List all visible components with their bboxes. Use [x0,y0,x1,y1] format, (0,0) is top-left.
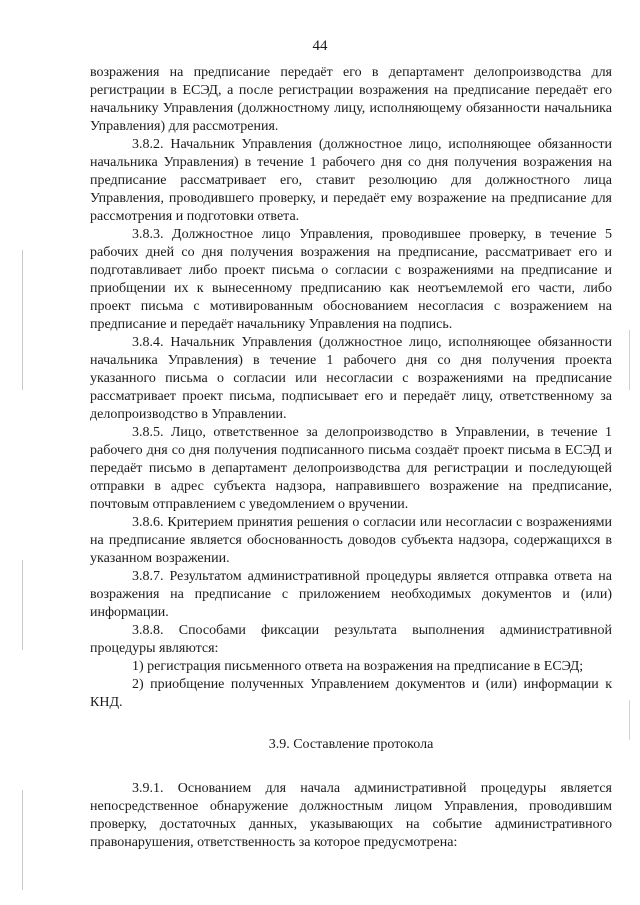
paragraph: 3.8.8. Способами фиксации результата выполнения административной процедуры являются: [90,623,612,656]
page-number: 44 [312,38,328,54]
scan-edge-line [629,330,630,390]
paragraph: возражения на предписание передаёт его в департамент делопроизводства для регистрации в ЕСЭД, а после регистрации возражения на предписание передаёт его начальнику Управления (должностному лицу, исполняющему обязанности начальника Управления) для рассмотрения. [90,65,612,134]
scan-margin-line [22,790,23,890]
scan-edge-line [629,700,630,740]
document-body [90,64,612,852]
scan-margin-line [22,250,23,390]
list-item: 2) приобщение полученных Управлением документов и (или) информации к КНД. [90,677,612,710]
paragraph: 3.8.4. Начальник Управления (должностное лицо, исполняющее обязанности начальника Управления) в течение 1 рабочего дня со дня получения проекта указанного письма о согласии или несогласии с возражениями на предписание рассматривает проект письма, подписывает его и передаёт лицу, ответственному за делопроизводство в Управлении. [90,335,612,422]
section-heading: 3.9. Составление протокола [268,737,434,752]
paragraph: 3.8.7. Результатом административной процедуры является отправка ответа на возражения на предписание с приложением необходимых документов и (или) информации. [90,569,612,620]
list-item: 1) регистрация письменного ответа на возражения на предписание в ЕСЭД; [132,659,584,674]
scan-margin-line [22,560,23,650]
paragraph: 3.8.2. Начальник Управления (должностное лицо, исполняющее обязанности начальника Управления) в течение 1 рабочего дня со дня получения возражения на предписание рассматривает его, ставит резолюцию для должностного лица Управления, проводившего проверку, и передаёт ему возражение на предписание для рассмотрения и подготовки ответа. [90,137,612,224]
paragraph: 3.8.3. Должностное лицо Управления, проводившее проверку, в течение 5 рабочих дней со дня получения возражения на предписание, рассматривает его и подготавливает либо проект письма о согласии с возражениями на предписание и приобщении их к вынесенному предписанию как неотъемлемой его части, либо проект письма с мотивированным обоснованием несогласия с возражением на предписание и передаёт начальнику Управления на подпись. [90,227,612,332]
paragraph: 3.8.5. Лицо, ответственное за делопроизводство в Управлении, в течение 1 рабочего дня со дня получения подписанного письма создаёт проект письма в ЕСЭД и передаёт письмо в департамент делопроизводства для регистрации и последующей отправки в адрес субъекта надзора, направившего возражение на предписание, почтовым отправлением с уведомлением о вручении. [90,425,612,512]
paragraph: 3.9.1. Основанием для начала административной процедуры является непосредственное обнаружение должностным лицом Управления, проводившим проверку, достаточных данных, указывающих на событие административного правонарушения, ответственность за которое предусмотрена: [90,781,612,850]
paragraph: 3.8.6. Критерием принятия решения о согласии или несогласии с возражениями на предписание является обоснованность доводов субъекта надзора, содержащихся в указанном возражении. [90,515,612,566]
